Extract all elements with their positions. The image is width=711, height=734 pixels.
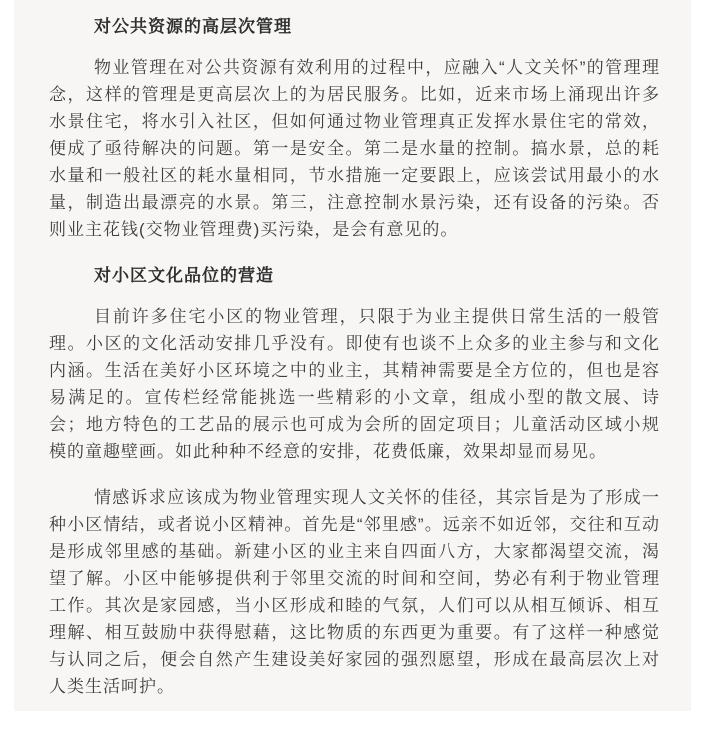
paragraph-public-resources-management: 物业管理在对公共资源有效利用的过程中，应融入“人文关怀”的管理理念，这样的管理是更高层次上的为居民服务。比如，近来市场上涌现出许多水景住宅，将水引入社区，但如何通过物业管理真正发挥水景住宅的常效，便成了亟待解决的问题。第一是安全。第二是水量的控制。搞水景，总的耗水量和一般社区的耗水量相同，节水措施一定要跟上，应该尝试用最小的水量，制造出最漂亮的水景。第三，注意控制水景污染，还有设备的污染。否则业主花钱(交物业管理费)买污染，是会有意见的。 [49,58,660,239]
paragraph-emotional-appeal: 情感诉求应该成为物业管理实现人文关怀的佳径，其宗旨是为了形成一种小区情结，或者说小区精神。首先是“邻里感”。远亲不如近邻，交往和互动是形成邻里感的基础。新建小区的业主来自四面八方，大家都渴望交流，渴望了解。小区中能够提供利于邻里交流的时间和空间，势必有利于物业管理工作。其次是家园感，当小区形成和睦的气氛，人们可以从相互倾诉、相互理解、相互鼓励中获得慰藉，这比物质的东西更为重要。有了这样一种感觉与认同之后，便会自然产生建设美好家园的强烈愿望，形成在最高层次上对人类生活呵护。 [49,488,660,696]
section-heading-community-culture: 对小区文化品位的营造 [94,266,274,285]
section-heading-public-resources: 对公共资源的高层次管理 [94,17,292,36]
document-panel [14,0,691,711]
paragraph-culture-activities: 目前许多住宅小区的物业管理，只限于为业主提供日常生活的一般管理。小区的文化活动安排几乎没有。即使有也谈不上众多的业主参与和文化内涵。生活在美好小区环境之中的业主，其精神需要是全方位的，但也是容易满足的。宣传栏经常能挑选一些精彩的小文章，组成小型的散文展、诗会；地方特色的工艺品的展示也可成为会所的固定项目；儿童活动区域小规模的童趣壁画。如此种种不经意的安排，花费低廉，效果却显而易见。 [49,307,660,461]
